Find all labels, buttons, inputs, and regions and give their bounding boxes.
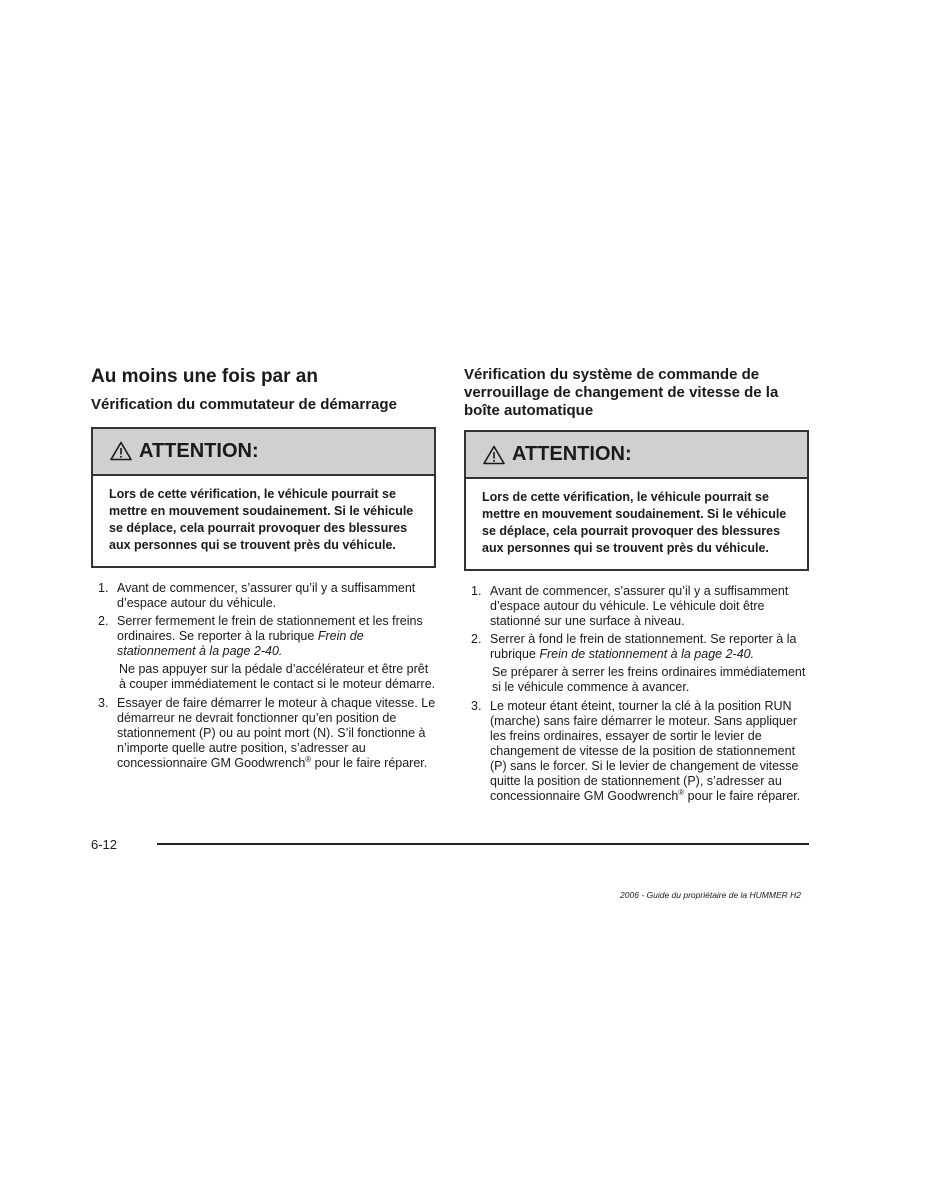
attention-box: [464, 430, 809, 571]
attention-title: ATTENTION:: [139, 439, 259, 462]
step-text: Le moteur étant éteint, tourner la clé à la position RUN (marche) sans faire démarrer le moteur. Sans appliquer les freins ordinaires, essayer de sortir le levier de changement de vitesse de la position de stationnement (P) sans le forcer. Si le levier de changement de vitesse quitte la position de stationnement (P), s’adresser au concessionnaire GM Goodwrench: [490, 699, 799, 803]
attention-body: Lors de cette vérification, le véhicule pourrait se mettre en mouvement soudainement. Si le véhicule se déplace, cela pourrait provoquer des blessures aux personnes qui se trouvent près du véhicule.: [109, 486, 414, 552]
attention-title: ATTENTION:: [512, 443, 632, 465]
step-number: 1.: [471, 584, 482, 598]
steps-list: [91, 696, 436, 771]
step-note: Se préparer à serrer les freins ordinaires immédiatement si le véhicule commence à avancer.: [492, 665, 806, 694]
footer-divider: [157, 843, 809, 845]
warning-triangle-icon: [483, 445, 505, 465]
attention-box: [91, 427, 436, 568]
list-item: [91, 696, 436, 771]
list-item: [464, 632, 809, 662]
step-number: 1.: [98, 580, 109, 595]
page-reference: Frein de stationnement à la page 2-40.: [117, 628, 364, 658]
step-number: 3.: [471, 699, 482, 713]
attention-header: [93, 429, 434, 476]
step-number: 2.: [98, 613, 109, 628]
list-item: [91, 581, 436, 611]
step-text-tail: pour le faire réparer.: [684, 789, 801, 803]
attention-body: Lors de cette vérification, le véhicule pourrait se mettre en mouvement soudainement. Si le véhicule se déplace, cela pourrait provoquer des blessures aux personnes qui se trouvent près du véhicule.: [482, 490, 787, 555]
step-note: Ne pas appuyer sur la pédale d’accélérateur et être prêt à couper immédiatement le contact si le moteur démarre.: [119, 661, 436, 691]
step-text: Serrer à fond le frein de stationnement. Se reporter à la rubrique: [490, 632, 797, 661]
step-number: 2.: [471, 632, 482, 646]
step-text: Serrer fermement le frein de stationnement et les freins ordinaires. Se reporter à la rubrique: [117, 613, 423, 643]
footer-text: 2006 - Guide du propriétaire de la HUMMER H2: [620, 890, 801, 900]
left-column: [91, 366, 436, 774]
steps-list: [464, 584, 809, 662]
list-item: [464, 584, 809, 629]
list-item: [464, 699, 809, 804]
page-number: 6-12: [91, 837, 118, 852]
attention-header: [466, 432, 807, 479]
section-title: Au moins une fois par an: [91, 366, 318, 387]
step-text-tail: pour le faire réparer.: [311, 755, 428, 770]
list-item: [91, 614, 436, 659]
steps-list: [464, 699, 809, 804]
registered-mark: ®: [678, 787, 685, 797]
step-text: Avant de commencer, s’assurer qu’il y a suffisamment d’espace autour du véhicule.: [117, 580, 416, 610]
warning-triangle-icon: [110, 441, 132, 461]
steps-list: [91, 581, 436, 659]
step-text: Essayer de faire démarrer le moteur à chaque vitesse. Le démarreur ne devrait fonctionner qu’en position de stationnement (P) ou au point mort (N). S’il fonctionne à n’importe quelle autre position, s’adresser au concessionnaire GM Goodwrench: [117, 695, 436, 770]
step-number: 3.: [98, 695, 109, 710]
step-text: Avant de commencer, s’assurer qu’il y a suffisamment d’espace autour du véhicule. Le véhicule doit être stationné sur une surface à niveau.: [490, 584, 789, 628]
page-reference: Frein de stationnement à la page 2-40.: [539, 647, 755, 661]
subsection-title: Vérification du commutateur de démarrage: [91, 395, 397, 413]
right-column: [464, 366, 809, 807]
registered-mark: ®: [305, 754, 312, 764]
subsection-title: Vérification du système de commande de verrouillage de changement de vitesse de la boîte automatique: [464, 366, 779, 419]
